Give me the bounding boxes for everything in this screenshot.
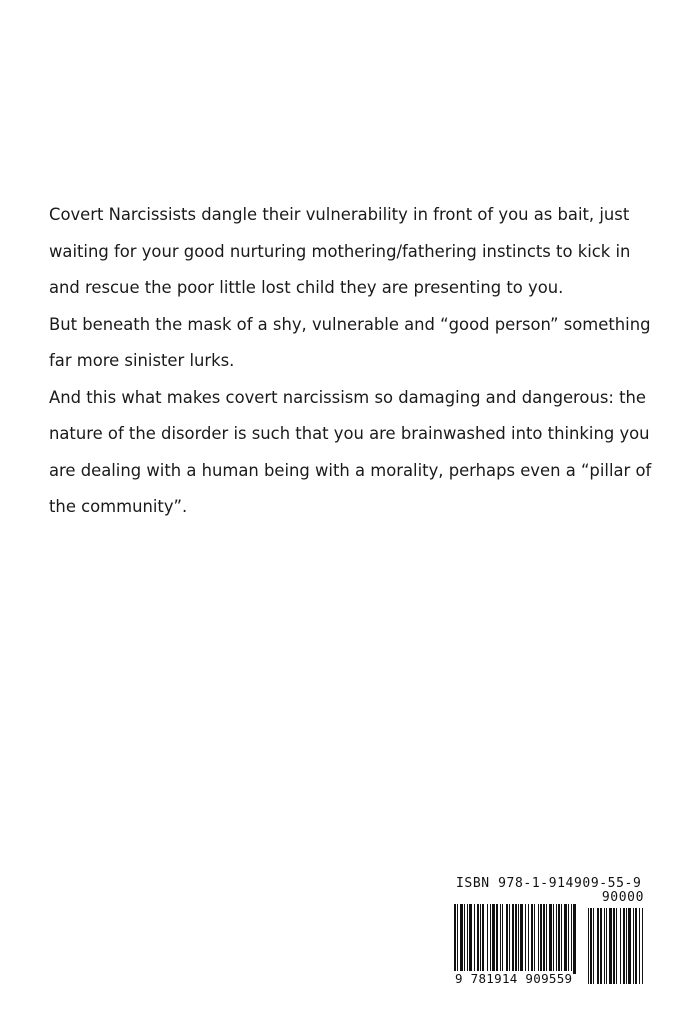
price-addon-code: 90000 bbox=[601, 890, 644, 905]
barcode-digits: 9 781914 909559 bbox=[455, 971, 573, 986]
isbn-barcode-block bbox=[452, 876, 648, 990]
blurb-paragraph-2: But beneath the mask of a shy, vulnerable and “good person” something far more sinister lurks. bbox=[49, 314, 651, 370]
blurb-paragraph-1: Covert Narcissists dangle their vulnerability in front of you as bait, just waiting for your good nurturing mothering/fathering instincts to kick in and rescue the poor little lost child they are presenting to you. bbox=[49, 205, 631, 297]
back-cover-blurb bbox=[49, 197, 659, 526]
blurb-paragraph-3: And this what makes covert narcissism so damaging and dangerous: the nature of the disorder is such that you are brainwashed into thinking you are dealing with a human being with a morality, perhaps even a “pillar of the community”. bbox=[49, 387, 652, 516]
isbn-label: ISBN 978-1-914909-55-9 bbox=[456, 876, 642, 891]
